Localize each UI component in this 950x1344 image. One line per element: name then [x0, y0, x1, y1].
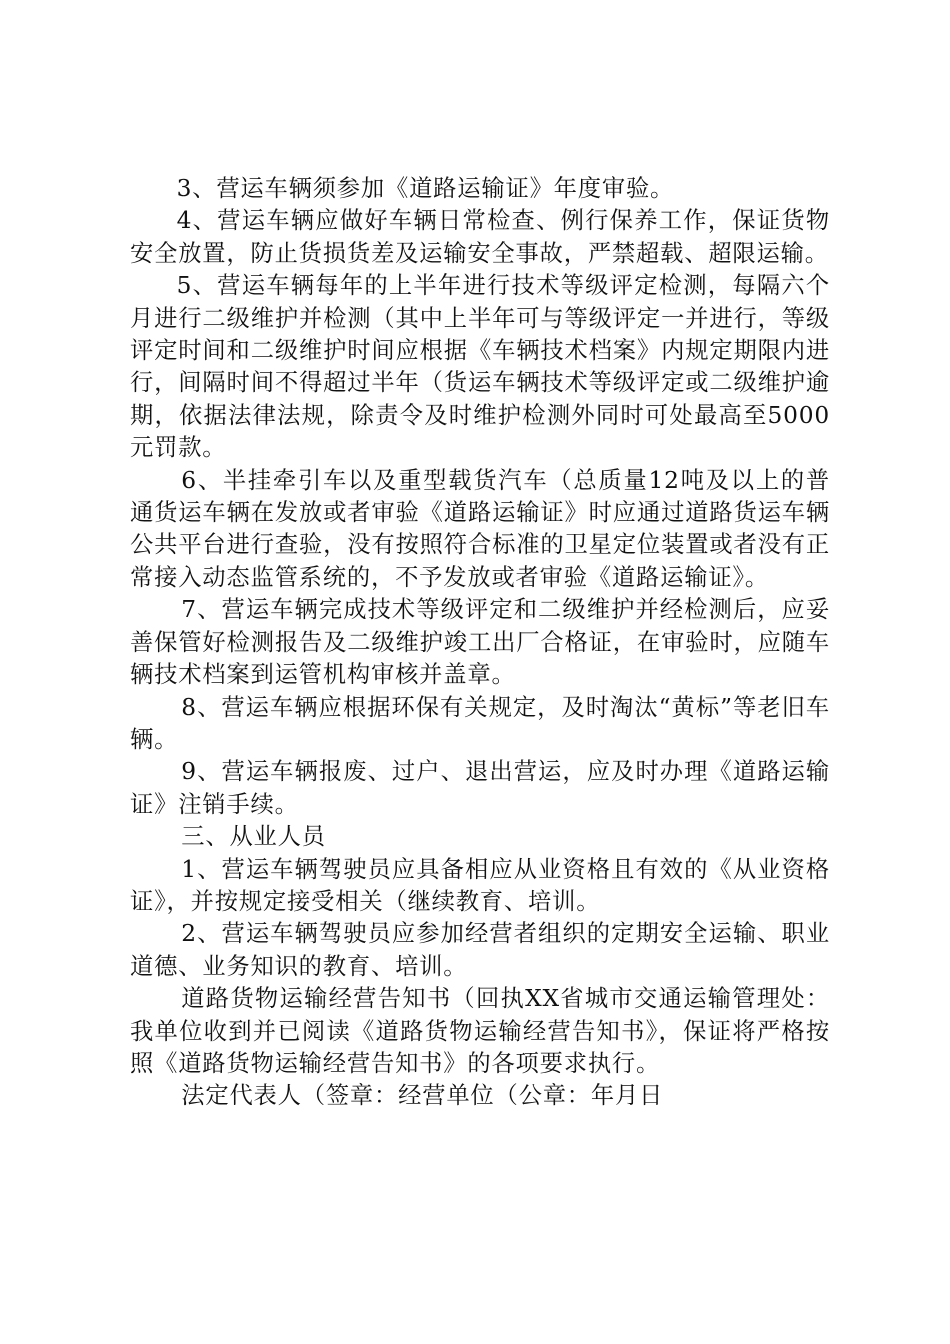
paragraph-item-7-inspection-reports: 7、营运车辆完成技术等级评定和二级维护并经检测后，应妥善保管好检测报告及二级维护竣工出厂合格证，在审验时，应随车辆技术档案到运管机构审核并盖章。 — [130, 596, 830, 689]
paragraph-item-6-heavy-vehicles: 6、半挂牵引车以及重型载货汽车（总质量12吨及以上的普通货运车辆在发放或者审验《道路运输证》时应通过道路货运车辆公共平台进行查验，没有按照符合标准的卫星定位装置或者没有正常接入动态监管系统的，不予发放或者审验《道路运输证》。 — [130, 466, 830, 591]
document-body — [130, 173, 830, 1113]
paragraph-item-5-technical-grading: 5、营运车辆每年的上半年进行技术等级评定检测，每隔六个月进行二级维护并检测（其中上半年可与等级评定一并进行，等级评定时间和二级维护时间应根据《车辆技术档案》内规定期限内进行，间隔时间不得超过半年（货运车辆技术等级评定或二级维护逾期，依据法律法规，除责令及时维护检测外同时可处最高至5000元罚款。 — [130, 272, 830, 462]
section-heading-personnel: 三、从业人员 — [181, 823, 326, 851]
paragraph-item-8-environmental: 8、营运车辆应根据环保有关规定，及时淘汰“黄标”等老旧车辆。 — [130, 693, 830, 753]
paragraph-item-4-daily-inspection: 4、营运车辆应做好车辆日常检查、例行保养工作，保证货物安全放置，防止货损货差及运输安全事故，严禁超载、超限运输。 — [130, 207, 830, 267]
signature-line: 法定代表人（签章：经营单位（公章：年月日 — [181, 1082, 664, 1110]
paragraph-item-9-deregistration: 9、营运车辆报废、过户、退出营运，应及时办理《道路运输证》注销手续。 — [130, 758, 830, 818]
paragraph-personnel-2-training: 2、营运车辆驾驶员应参加经营者组织的定期安全运输、职业道德、业务知识的教育、培训。 — [130, 920, 830, 980]
paragraph-personnel-1-qualification: 1、营运车辆驾驶员应具备相应从业资格且有效的《从业资格证》，并按规定接受相关（继续教育、培训。 — [130, 855, 830, 915]
paragraph-item-3-annual-review: 3、营运车辆须参加《道路运输证》年度审验。 — [176, 175, 675, 202]
paragraph-receipt-statement: 道路货物运输经营告知书（回执XX省城市交通运输管理处：我单位收到并已阅读《道路货物运输经营告知书》，保证将严格按照《道路货物运输经营告知书》的各项要求执行。 — [130, 985, 830, 1077]
